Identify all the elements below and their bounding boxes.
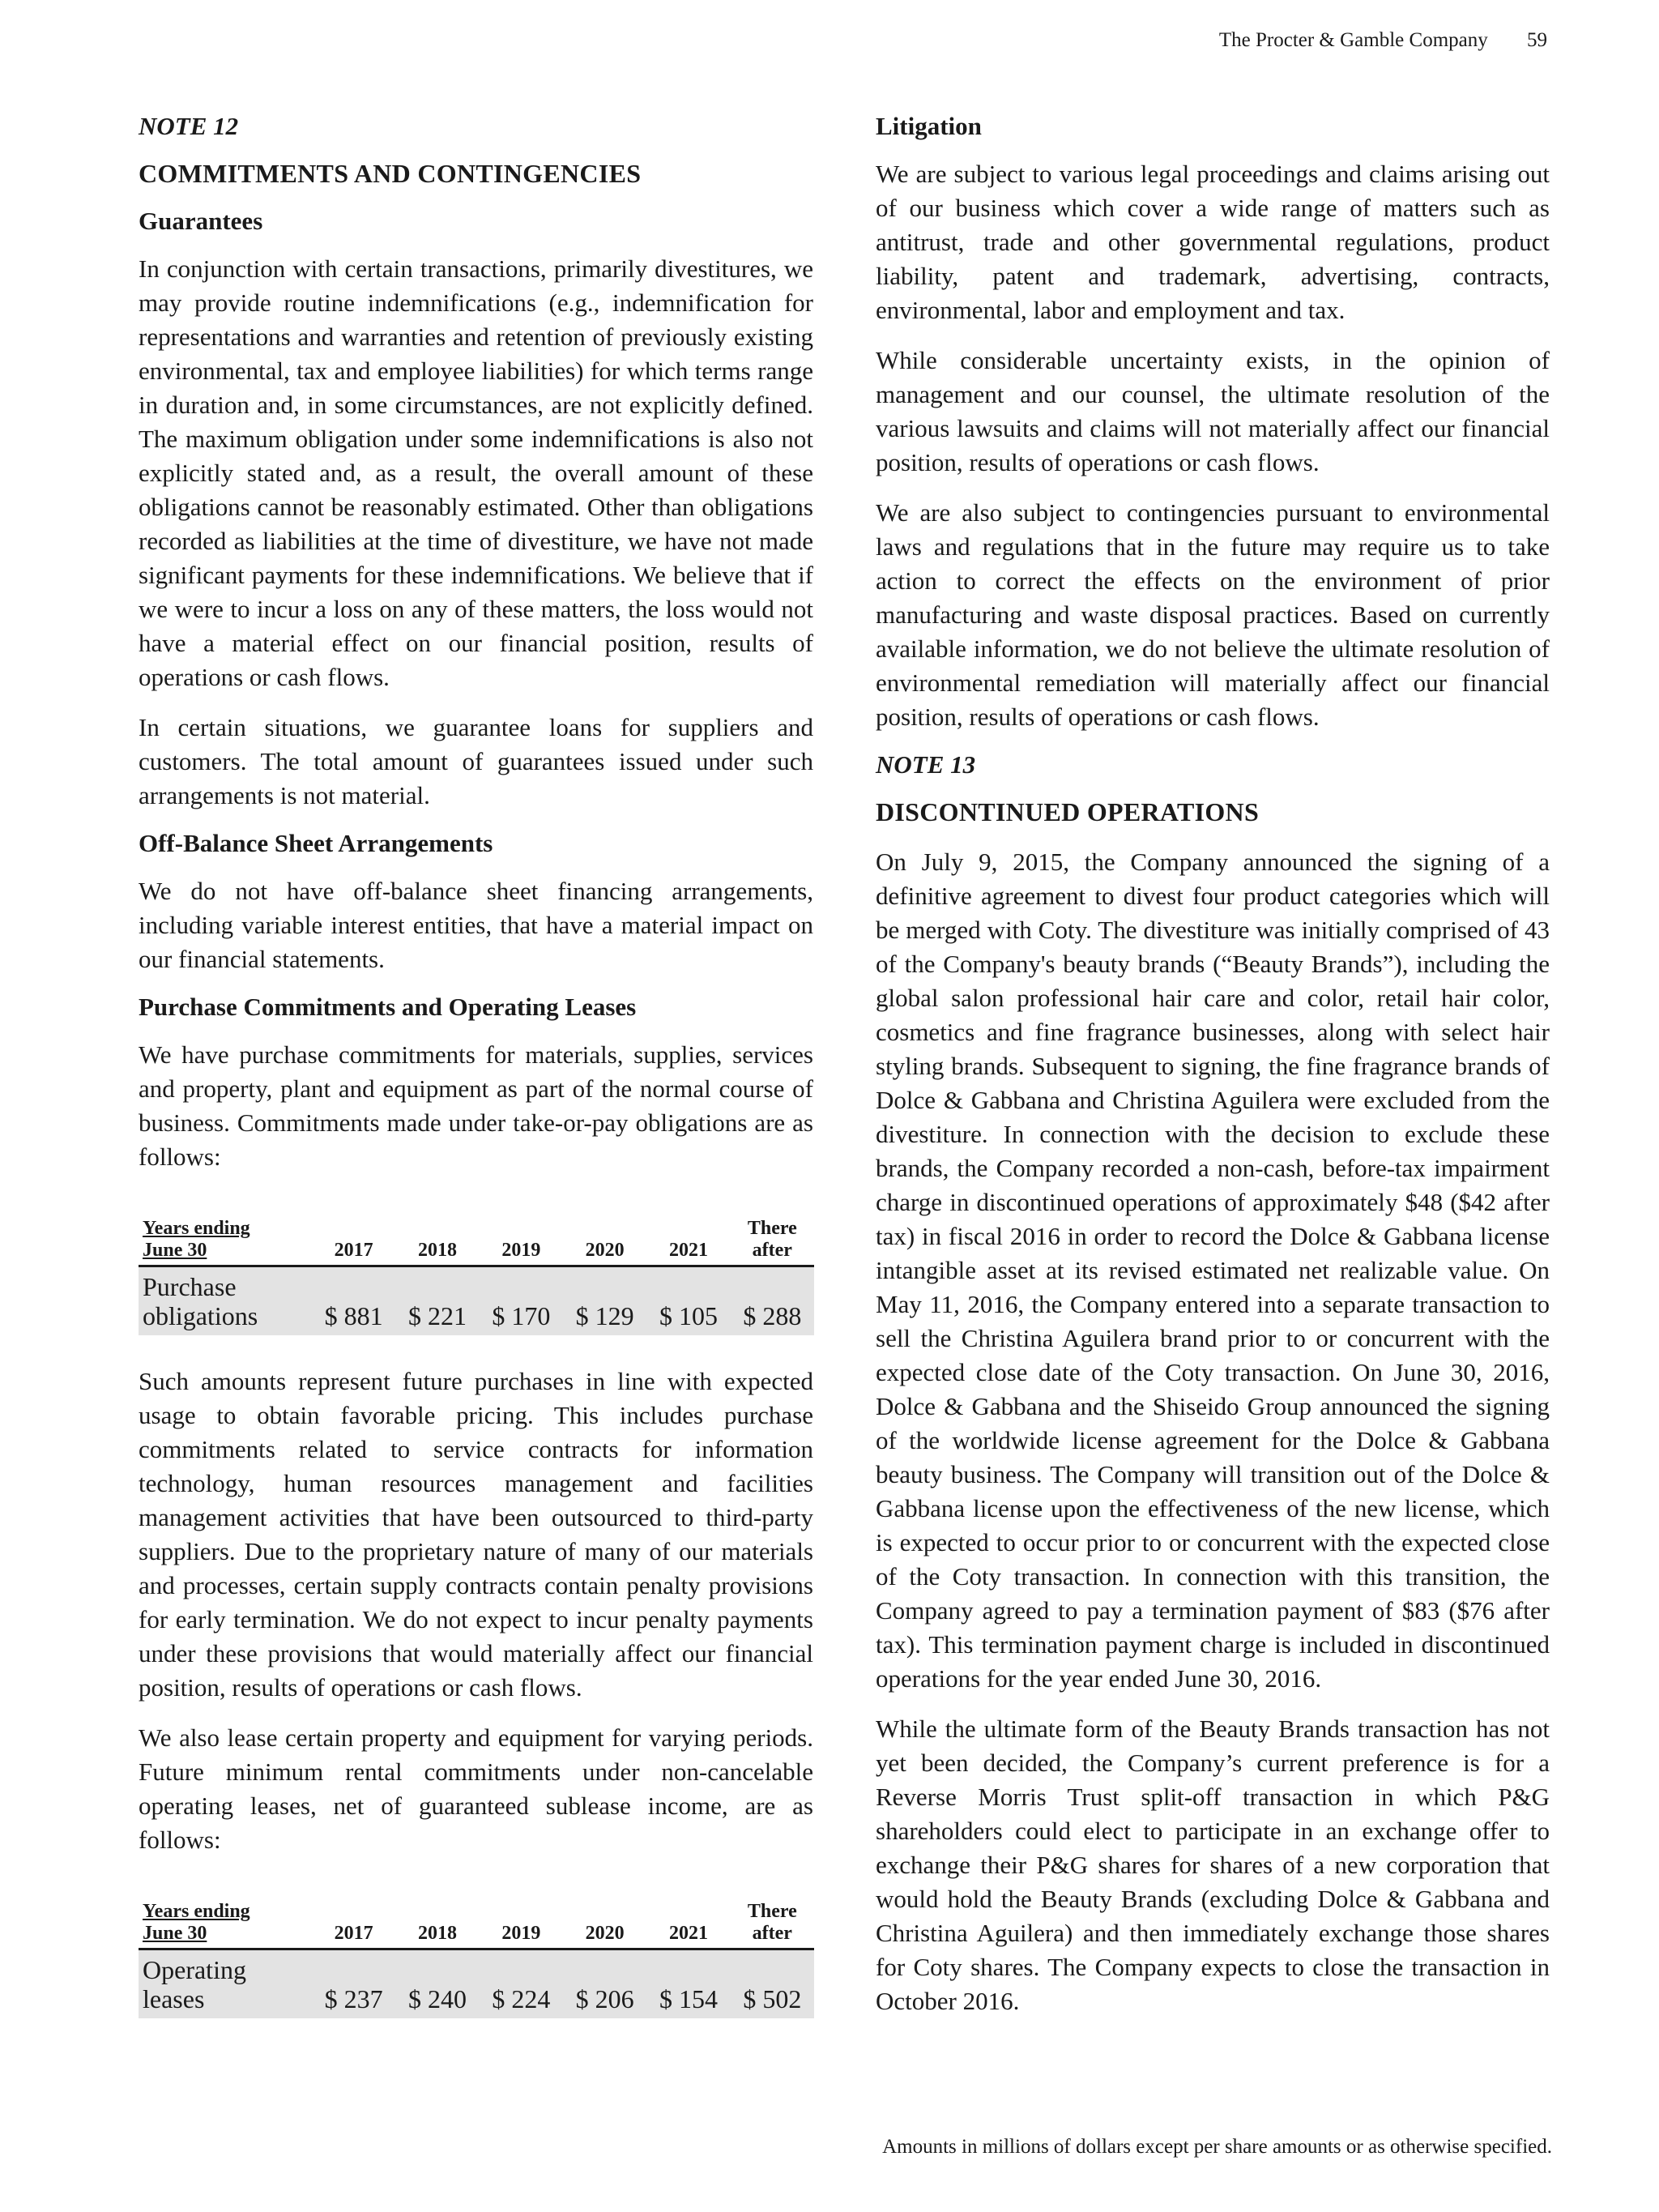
table-cell: $ 288 <box>731 1266 814 1336</box>
table-header-row <box>139 1901 814 1949</box>
footer-note: Amounts in millions of dollars except per share amounts or as otherwise specified. <box>882 2136 1552 2158</box>
row-label: Purchase obligations <box>139 1266 312 1336</box>
year-header: 2021 <box>668 1923 708 1944</box>
litigation-paragraph-3: We are also subject to contingencies pursuant to environmental laws and regulations that in the future may require us to take action to correct the effects on the environment of prior manufacturing and waste disposal practices. Based on currently available information, we do not believe the ultimate resolution of environmental remediation will materially affect our financial position, results of operations or cash flows. <box>876 498 1550 731</box>
operating-leases-table <box>139 1901 814 2018</box>
discontinued-paragraph-1: On July 9, 2015, the Company announced the signing of a definitive agreement to divest four product categories which will be merged with Coty. The divestiture was initially comprised of 43 of the Company's beauty brands (“Beauty Brands”), including the global salon professional hair care and color, retail hair color, cosmetics and fine fragrance businesses, along with select hair styling brands. Subsequent to signing, the fine fragrance brands of Dolce & Gabbana and Christina Aguilera were excluded from the divestiture. In connection with the decision to exclude these brands, the Company recorded a non-cash, before-tax impairment charge in discontinued operations of approximately $48 ($42 after tax) in fiscal 2016 in order to record the Dolce & Gabbana license intangible asset at its revised estimated net realizable value. On May 11, 2016, the Company entered into a separate transaction to sell the Christina Aguilera brand prior to or concurrent with the expected close date of the Coty transaction. On June 30, 2016, Dolce & Gabbana and the Shiseido Group announced the signing of the worldwide license agreement for the Dolce & Gabbana beauty business. The Company will transition out of the Dolce & Gabbana license upon the effectiveness of the new license, which is expected to occur prior to or concurrent with the expected close of the Coty transaction. In connection with this transition, the Company agreed to pay a termination payment of $83 ($76 after tax). This termination payment charge is included in discontinued operations for the year ended June 30, 2016. <box>876 848 1550 1693</box>
page-number: 59 <box>1527 29 1547 51</box>
note-12-label: NOTE 12 <box>139 112 239 140</box>
thereafter-header: There after <box>747 1218 797 1261</box>
off-balance-paragraph: We do not have off-balance sheet financing arrangements, including variable interest entities, that have a material impact on our financial statements. <box>139 877 813 973</box>
purchase-commitments-heading: Purchase Commitments and Operating Leases <box>139 993 637 1021</box>
commitments-title: COMMITMENTS AND CONTINGENCIES <box>139 159 642 188</box>
litigation-paragraph-1: We are subject to various legal proceedings and claims arising out of our business which cover a wide range of matters such as antitrust, trade and other governmental regulations, product liability, patent and trademark, advertising, contracts, environmental, labor and employment and tax. <box>876 160 1550 324</box>
row-label: Operating leases <box>139 1949 312 2019</box>
table-header-row <box>139 1218 814 1266</box>
left-column <box>139 112 813 2048</box>
company-name: The Procter & Gamble Company <box>1218 29 1488 51</box>
year-header: 2018 <box>417 1923 457 1944</box>
table-row <box>139 1266 814 1336</box>
page-header <box>1219 29 1547 52</box>
table-cell: $ 237 <box>312 1949 395 2019</box>
table-cell: $ 881 <box>312 1266 395 1336</box>
table-cell: $ 170 <box>480 1266 563 1336</box>
year-header: 2019 <box>501 1240 541 1261</box>
years-ending-header: Years ending June 30 <box>143 1218 250 1261</box>
thereafter-header: There after <box>747 1901 797 1944</box>
year-header: 2021 <box>668 1240 708 1261</box>
year-header: 2019 <box>501 1923 541 1944</box>
table-cell: $ 224 <box>480 1949 563 2019</box>
year-header: 2020 <box>585 1240 625 1261</box>
litigation-paragraph-2: While considerable uncertainty exists, in the opinion of management and our counsel, the ultimate resolution of the various lawsuits and claims will not materially affect our financial position, results of operations or cash flows. <box>876 346 1550 476</box>
table-cell: $ 221 <box>395 1266 479 1336</box>
table-cell: $ 129 <box>563 1266 646 1336</box>
year-header: 2020 <box>585 1923 625 1944</box>
purchase-paragraph-1: We have purchase commitments for materials, supplies, services and property, plant and equipment as part of the normal course of business. Commitments made under take-or-pay obligations are as follows: <box>139 1040 813 1171</box>
table-cell: $ 105 <box>646 1266 730 1336</box>
discontinued-operations-title: DISCONTINUED OPERATIONS <box>876 797 1260 826</box>
right-column <box>876 112 1550 2035</box>
guarantees-paragraph-2: In certain situations, we guarantee loans for suppliers and customers. The total amount of guarantees issued under such arrangements is not material. <box>139 713 813 809</box>
table-cell: $ 240 <box>395 1949 479 2019</box>
purchase-paragraph-3: We also lease certain property and equipment for varying periods. Future minimum rental commitments under non-cancelable operating leases, net of guaranteed sublease income, are as follows: <box>139 1723 813 1854</box>
off-balance-heading: Off-Balance Sheet Arrangements <box>139 829 493 857</box>
purchase-paragraph-2: Such amounts represent future purchases in line with expected usage to obtain favorable pricing. This includes purchase commitments related to service contracts for information technology, human resources management and facilities management activities that have been outsourced to third-party suppliers. Due to the proprietary nature of many of our materials and processes, certain supply contracts contain penalty provisions for early termination. We do not expect to incur penalty payments under these provisions that would materially affect our financial position, results of operations or cash flows. <box>139 1367 813 1702</box>
table-cell: $ 502 <box>731 1949 814 2019</box>
discontinued-paragraph-2: While the ultimate form of the Beauty Brands transaction has not yet been decided, the Company’s current preference is for a Reverse Morris Trust split-off transaction in which P&G shareholders could elect to participate in an exchange offer to exchange their P&G shares for shares of a new corporation that would hold the Beauty Brands (excluding Dolce & Gabbana and Christina Aguilera) and then immediately exchange those shares for Coty shares. The Company expects to close the transaction in October 2016. <box>876 1715 1550 2015</box>
guarantees-paragraph-1: In conjunction with certain transactions, primarily divestitures, we may provide routine indemnifications (e.g., indemnification for representations and warranties and retention of previously existing environmental, tax and employee liabilities) for which terms range in duration and, in some circumstances, are not explicitly defined. The maximum obligation under some indemnifications is also not explicitly stated and, as a result, the overall amount of these obligations cannot be reasonably estimated. Other than obligations recorded as liabilities at the time of divestiture, we have not made significant payments for these indemnifications. We believe that if we were to incur a loss on any of these matters, the loss would not have a material effect on our financial position, results of operations or cash flows. <box>139 254 813 691</box>
litigation-heading: Litigation <box>876 112 982 140</box>
purchase-obligations-table <box>139 1218 814 1335</box>
year-header: 2018 <box>417 1240 457 1261</box>
table-cell: $ 206 <box>563 1949 646 2019</box>
guarantees-heading: Guarantees <box>139 207 263 235</box>
years-ending-header: Years ending June 30 <box>143 1901 250 1944</box>
year-header: 2017 <box>334 1240 373 1261</box>
table-cell: $ 154 <box>646 1949 730 2019</box>
note-13-label: NOTE 13 <box>876 750 976 779</box>
year-header: 2017 <box>334 1923 373 1944</box>
table-row <box>139 1949 814 2019</box>
